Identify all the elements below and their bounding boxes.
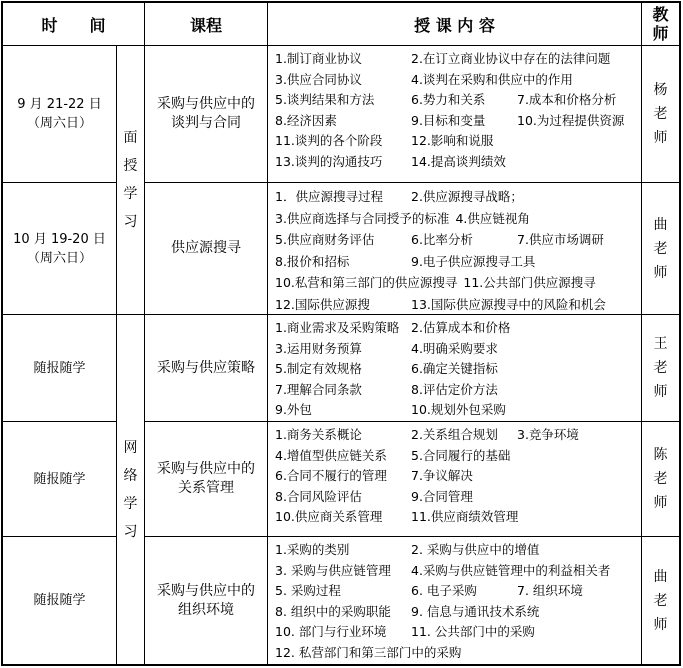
content-item: 8.经济因素 <box>275 112 337 128</box>
content-item: 9.电子供应源搜寻工具 <box>411 253 536 269</box>
header-teacher-label: 教师 <box>652 5 669 43</box>
row-course: 供应源搜寻 <box>171 240 241 256</box>
row-course-cell <box>144 182 268 315</box>
content-item: 5.制定有效规格 <box>275 361 362 376</box>
content-item: 3.供应合同协议 <box>275 71 362 87</box>
content-item: 13.谈判的沟通技巧 <box>275 153 383 169</box>
content-line <box>275 466 637 487</box>
row-time <box>13 230 106 268</box>
content-item: 3.竞争环境 <box>517 427 579 442</box>
content-item: 4.增值型供应链关系 <box>275 447 387 463</box>
row-time <box>33 359 85 378</box>
content-line <box>275 208 637 230</box>
row-time-cell <box>1 421 117 537</box>
row-content-cell <box>267 45 642 183</box>
content-item: 4.明确采购要求 <box>411 340 498 356</box>
content-item: 7.成本和价格分析 <box>517 92 617 107</box>
content-item: 6.合同不履行的管理 <box>275 468 387 483</box>
content-line <box>275 49 637 70</box>
row-teacher-cell <box>641 536 681 666</box>
content-line <box>275 339 637 360</box>
row-teacher: 陈老师 <box>653 447 668 511</box>
content-line <box>275 425 637 446</box>
row-time-line: （周六日） <box>26 116 92 131</box>
content-item: 3. 采购与供应链管理 <box>275 562 391 578</box>
mode-online-cell <box>116 314 145 666</box>
content-line <box>275 70 637 91</box>
content-item: 1．供应源搜寻过程 <box>275 189 383 204</box>
row-course: 采购与供应中的谈判与合同 <box>157 96 255 131</box>
header-course: 课程 <box>144 1 268 46</box>
row-time-cell <box>1 536 117 666</box>
content-item: 6. 电子采购 <box>411 583 477 598</box>
content-line <box>275 359 637 380</box>
content-item: 2.在订立商业协议中存在的法律问题 <box>411 51 611 66</box>
content-line <box>275 251 637 273</box>
content-line <box>275 152 637 173</box>
content-line <box>275 487 637 508</box>
row-course: 采购与供应策略 <box>157 359 255 376</box>
content-item: 4.采购与供应链管理中的利益相关者 <box>411 562 611 578</box>
content-line <box>275 131 637 152</box>
content-item: 3.运用财务预算 <box>275 340 362 356</box>
header-teacher <box>641 1 681 46</box>
content-item: 11.公共部门供应源搜寻 <box>463 275 596 290</box>
row-course: 采购与供应中的关系管理 <box>157 461 255 496</box>
content-item: 2. 采购与供应中的增值 <box>411 542 540 557</box>
row-course-cell <box>144 314 268 422</box>
content-line <box>275 186 637 208</box>
content-item: 6.比率分析 <box>411 232 473 247</box>
row-teacher: 曲老师 <box>653 216 668 281</box>
row-content-cell <box>267 421 642 537</box>
content-line <box>275 540 637 561</box>
content-item: 9.合同管理 <box>411 488 473 504</box>
content-item: 12.影响和说服 <box>411 133 494 148</box>
row-teacher: 曲老师 <box>653 568 668 633</box>
content-item: 11.供应商绩效管理 <box>411 509 519 524</box>
content-item: 4.供应链视角 <box>455 210 530 226</box>
content-item: 7.供应市场调研 <box>517 232 604 247</box>
content-line <box>275 581 637 602</box>
content-item: 9. 信息与通讯技术系统 <box>411 603 540 619</box>
content-item: 14.提高谈判绩效 <box>411 153 506 169</box>
content-item: 12. 私营部门和第三部门中的采购 <box>275 644 462 660</box>
content-line <box>275 229 637 251</box>
content-item: 8.合同风险评估 <box>275 488 362 504</box>
row-teacher-cell <box>641 182 681 315</box>
content-item: 11. 公共部门中的采购 <box>411 624 535 639</box>
content-item: 11.谈判的各个阶段 <box>275 133 383 148</box>
row-time <box>33 591 85 610</box>
content-item: 10. 部门与行业环境 <box>275 624 387 639</box>
content-item: 12.国际供应源搜 <box>275 296 370 312</box>
content-item: 6.确定关键指标 <box>411 361 498 376</box>
content-item: 1.采购的类别 <box>275 542 350 557</box>
content-item: 1.商业需求及采购策略 <box>275 320 400 335</box>
content-line <box>275 643 637 664</box>
content-item: 7.理解合同条款 <box>275 381 362 397</box>
content-item: 6.势力和关系 <box>411 92 486 107</box>
content-item: 10.私营和第三部门的供应源搜寻 <box>275 275 458 290</box>
row-teacher: 杨老师 <box>653 82 668 146</box>
content-item: 10.为过程提供资源 <box>517 112 625 128</box>
row-time-line: （周六日） <box>26 250 92 266</box>
content-item: 5.合同履行的基础 <box>411 447 511 463</box>
content-line <box>275 318 637 339</box>
content-item: 9.外包 <box>275 402 312 417</box>
mode-face-cell <box>116 45 145 315</box>
content-item: 9.目标和变量 <box>411 112 486 128</box>
content-item: 7. 组织环境 <box>517 583 583 598</box>
content-item: 10.规划外包采购 <box>411 402 506 417</box>
content-item: 3.供应商选择与合同授予的标准 <box>275 210 450 226</box>
row-teacher-cell <box>641 45 681 183</box>
content-item: 7.争议解决 <box>411 468 473 483</box>
content-item: 2.估算成本和价格 <box>411 320 511 335</box>
content-line <box>275 380 637 401</box>
row-time-line: 9 月 21-22 日 <box>17 97 102 112</box>
row-course: 采购与供应中的组织环境 <box>157 582 255 618</box>
row-content-cell <box>267 314 642 422</box>
header-content: 授 课 内 容 <box>267 1 642 46</box>
row-time-cell <box>1 45 117 183</box>
row-time <box>17 95 101 133</box>
content-item: 5.供应商财务评估 <box>275 232 375 247</box>
row-course-cell <box>144 421 268 537</box>
row-time-line: 随报随学 <box>33 593 86 608</box>
row-time-cell <box>1 182 117 315</box>
row-time-line: 10 月 19-20 日 <box>13 231 106 247</box>
content-item: 8.报价和招标 <box>275 253 350 269</box>
content-line <box>275 111 637 132</box>
mode-online-label: 网络学习 <box>123 439 138 540</box>
content-item: 5.谈判结果和方法 <box>275 92 375 107</box>
row-content-cell <box>267 536 642 666</box>
content-line <box>275 294 637 316</box>
content-line <box>275 90 637 111</box>
row-teacher-cell <box>641 314 681 422</box>
row-time-line: 随报随学 <box>33 471 86 487</box>
row-time-line: 随报随学 <box>33 360 86 376</box>
content-line <box>275 561 637 582</box>
content-item: 4.谈判在采购和供应中的作用 <box>411 71 573 87</box>
content-item: 8.评估定价方法 <box>411 381 498 397</box>
content-item: 8. 组织中的采购职能 <box>275 603 391 619</box>
row-content-cell <box>267 182 642 315</box>
content-item: 5. 采购过程 <box>275 583 341 598</box>
content-item: 1.商务关系概论 <box>275 427 362 442</box>
content-item: 1.制订商业协议 <box>275 51 362 66</box>
row-course-cell <box>144 45 268 183</box>
content-line <box>275 622 637 643</box>
content-item: 10.供应商关系管理 <box>275 509 383 524</box>
mode-face-label: 面授学习 <box>123 130 138 230</box>
content-line <box>275 507 637 528</box>
content-line <box>275 272 637 294</box>
content-item: 2.关系组合规划 <box>411 427 498 442</box>
header-time: 时 间 <box>1 1 145 46</box>
content-item: 13.国际供应源搜寻中的风险和机会 <box>411 296 606 312</box>
row-time-cell <box>1 314 117 422</box>
row-teacher: 王老师 <box>653 336 668 400</box>
content-line <box>275 602 637 623</box>
content-line <box>275 400 637 421</box>
row-teacher-cell <box>641 421 681 537</box>
content-line <box>275 446 637 467</box>
row-time <box>33 470 85 489</box>
content-item: 2.供应源搜寻战略； <box>411 189 523 204</box>
row-course-cell <box>144 536 268 666</box>
